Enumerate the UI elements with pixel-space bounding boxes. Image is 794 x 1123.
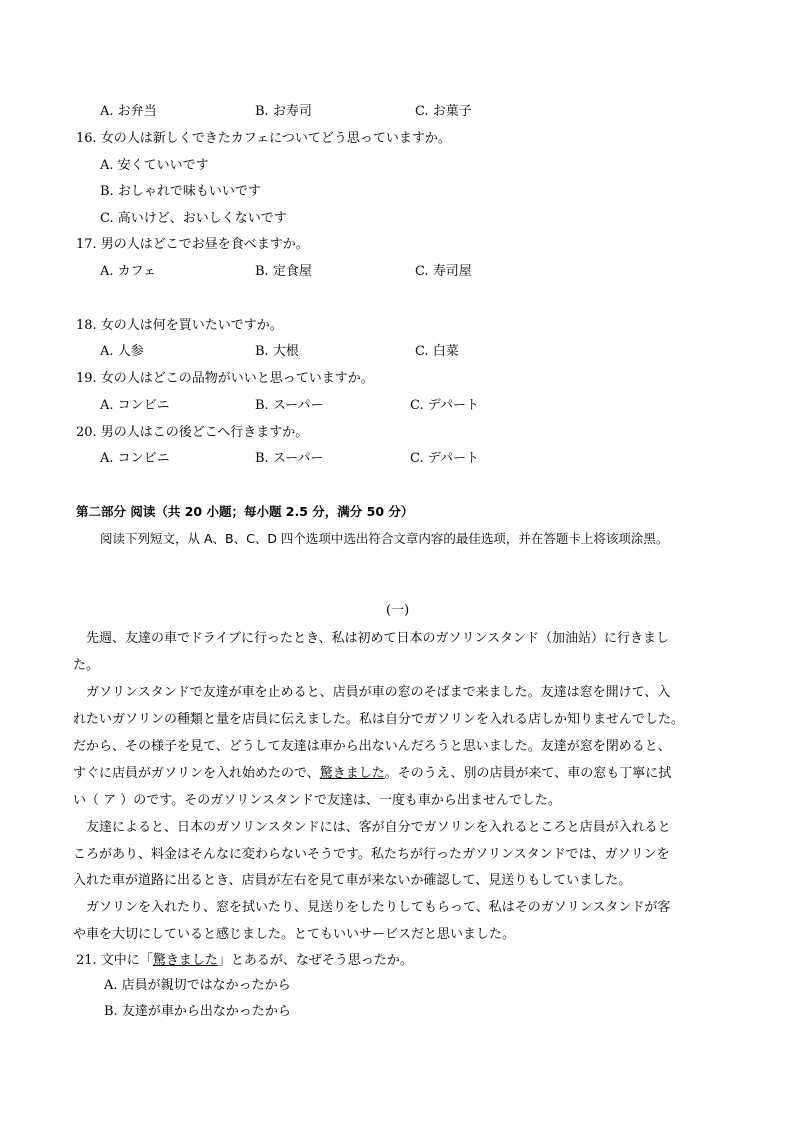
q20-stem: 20. 男の人はこの後どこへ行きますか。: [76, 425, 309, 440]
q16-option-b: B. おしゃれで味もいいです: [100, 184, 261, 199]
passage-line: や車を大切にしていると感じました。とてもいいサービスだと思いました。: [73, 927, 516, 942]
q21-option-b: B. 友達が車から出なかったから: [104, 1004, 291, 1019]
passage-number: (一): [386, 603, 410, 618]
passage-text: すぐに店員がガソリンを入れ始めたので、: [73, 766, 320, 781]
passage-line: れたいガソリンの種類と量を店員に伝えました。私は自分でガソリンを入れる店しか知りませんでした。: [73, 712, 685, 727]
q18-option-b: B. 大根: [255, 344, 299, 359]
q19-option-b: B. スーパー: [255, 398, 324, 413]
section-instruction: 阅读下列短文，从 A、B、C、D 四个选项中选出符合文章内容的最佳选项，并在答题卡上将该项涂黑。: [100, 531, 669, 546]
q20-option-c: C. デパート: [410, 451, 479, 466]
q17-option-c: C. 寿司屋: [415, 264, 472, 279]
passage-text: 。そのうえ、別の店員が来て、車の窓も丁寧に拭: [384, 766, 672, 781]
passage-line: ガソリンを入れたり、窓を拭いたり、見送りをしたりしてもらって、私はそのガソリンスタンドが客: [86, 900, 671, 915]
q21-stem-prefix: 21. 文中に「: [76, 953, 153, 968]
q18-option-c: C. 白菜: [415, 344, 459, 359]
q20-option-b: B. スーパー: [255, 451, 324, 466]
q21-option-a: A. 店員が親切ではなかったから: [104, 978, 291, 993]
underlined-phrase: 驚きました: [319, 766, 385, 781]
q21-stem: [76, 953, 413, 969]
section-heading: 第二部分 阅读（共 20 小题；每小题 2.5 分，满分 50 分）: [76, 504, 414, 519]
q16-option-c: C. 高いけど、おいしくないです: [100, 211, 287, 226]
q17-stem: 17. 男の人はどこでお昼を食べますか。: [76, 237, 309, 252]
q19-option-c: C. デパート: [410, 398, 479, 413]
q17-option-a: A. カフェ: [100, 264, 157, 279]
q20-option-a: A. コンビニ: [100, 451, 170, 466]
q16-stem: 16. 女の人は新しくできたカフェについてどう思っていますか。: [76, 131, 451, 146]
q18-option-a: A. 人参: [100, 344, 144, 359]
q16-option-a: A. 安くていいです: [100, 158, 209, 173]
passage-line: た。: [73, 658, 100, 673]
q17-option-b: B. 定食屋: [255, 264, 312, 279]
passage-line: だから、その様子を見て、どうして友達は車から出ないんだろうと思いました。友達が窓を閉めると、: [73, 739, 671, 754]
q15-option-a: A. お弁当: [100, 104, 157, 119]
q19-stem: 19. 女の人はどこの品物がいいと思っていますか。: [76, 371, 374, 386]
passage-line: 入れた車が道路に出るとき、店員が左右を見て車が来ないか確認して、見送りもしていました。: [73, 873, 632, 888]
passage-line: い（ ア ）のです。そのガソリンスタンドで友達は、一度も車から出ませんでした。: [73, 793, 561, 808]
passage-line: ころがあり、料金はそんなに変わらないそうです。私たちが行ったガソリンスタンドでは、ガソリンを: [73, 847, 670, 862]
passage-line-with-underline: [73, 766, 671, 782]
passage-line: 先週、友達の車でドライブに行ったとき、私は初めて日本のガソリンスタンド（加油站）に行きまし: [86, 631, 670, 646]
q19-option-a: A. コンビニ: [100, 398, 170, 413]
q21-stem-quote: 驚きました: [152, 953, 218, 968]
passage-line: 友達によると、日本のガソリンスタンドには、客が自分でガソリンを入れるところと店員が入れると: [86, 820, 671, 835]
q21-stem-suffix: 」とあるが、なぜそう思ったか。: [217, 953, 413, 968]
passage-line: ガソリンスタンドで友達が車を止めると、店員が車の窓のそばまで来ました。友達は窓を開けて、入: [86, 685, 671, 700]
q18-stem: 18. 女の人は何を買いたいですか。: [76, 318, 283, 333]
q15-option-c: C. お菓子: [415, 104, 472, 119]
q15-option-b: B. お寿司: [255, 104, 312, 119]
